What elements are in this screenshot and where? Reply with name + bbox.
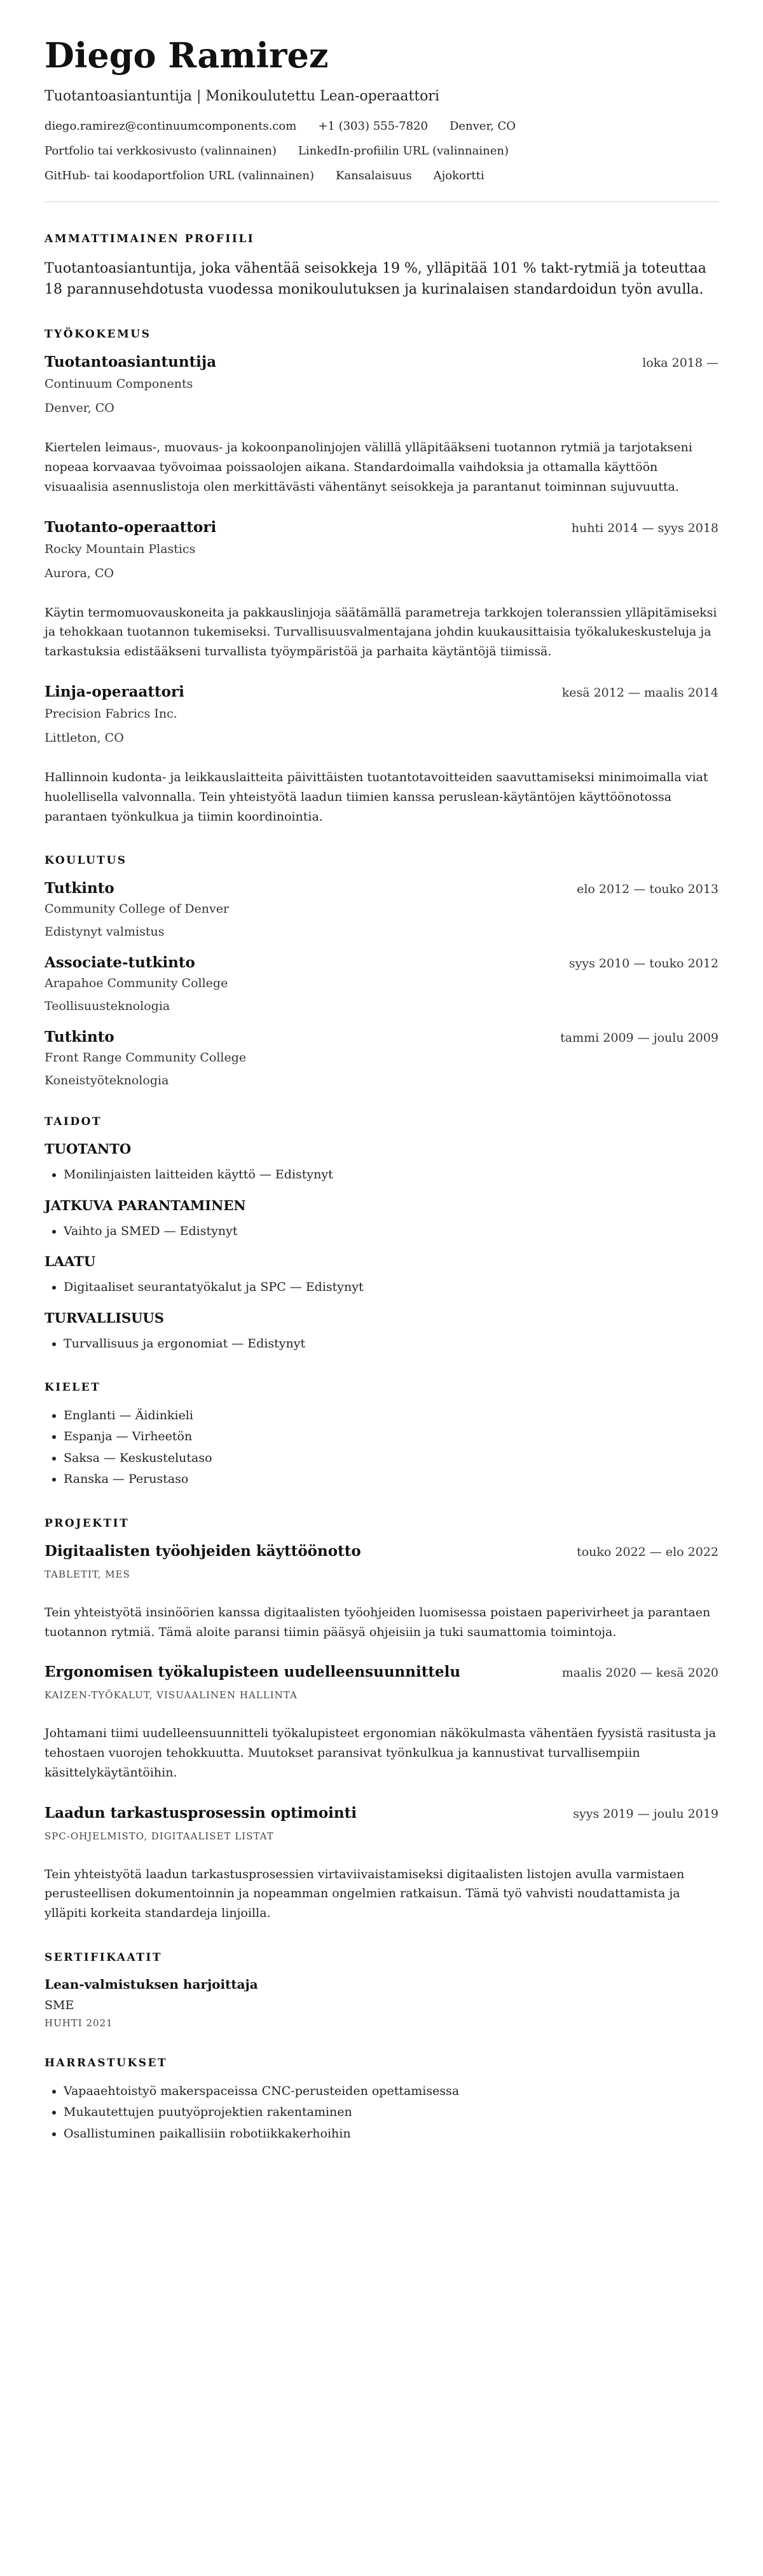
language-item: • Saksa — Keskustelutaso: [64, 1449, 718, 1468]
certifications-section: [45, 1951, 718, 2029]
school-name: Arapahoe Community College: [45, 976, 228, 991]
language-item: • Ranska — Perustaso: [64, 1470, 718, 1489]
field-of-study: Teollisuusteknologia: [45, 999, 170, 1014]
degree-dates: syys 2010 — touko 2012: [568, 957, 718, 971]
skill-group: [45, 1197, 718, 1241]
job-title: Linja-operaattori: [45, 683, 184, 700]
section-title: PROJEKTIT: [45, 1516, 130, 1530]
experience-entry: [45, 353, 718, 496]
resume-header: [45, 37, 718, 182]
skill-group: [45, 1310, 718, 1353]
profile-summary: Tuotantoasiantuntija, joka vähentää seisokkeja 19 %, ylläpitää 101 % takt-rytmiä ja toteuttaa 18 parannusehdotusta vuodessa monikoulutuksen ja kurinalaisen standardoidun työn avulla.: [45, 261, 706, 298]
project-description: Tein yhteistyötä insinöörien kanssa digitaalisten työohjeiden luomisessa poistaen paperivirheet ja parantaen tuotannon rytmiä. Tämä aloite paransi tiimin pääsyä ohjeisiin ja tuki saumattomia toimintoja.: [45, 1605, 711, 1639]
project-tags: TABLETIT, MES: [45, 1568, 130, 1580]
hobby-item: • Osallistuminen paikallisiin robotiikkakerhoihin: [64, 2125, 718, 2143]
skill-item: • Vaihto ja SMED — Edistynyt: [64, 1222, 718, 1241]
contact-drivers-license: Ajokortti: [433, 169, 485, 183]
job-location: Aurora, CO: [45, 566, 114, 580]
degree-dates: elo 2012 — touko 2013: [577, 882, 718, 897]
project-dates: syys 2019 — joulu 2019: [573, 1806, 718, 1821]
degree-title: Associate-tutkinto: [45, 954, 195, 972]
job-dates: huhti 2014 — syys 2018: [571, 521, 718, 535]
job-company: Rocky Mountain Plastics: [45, 542, 196, 556]
job-location: Denver, CO: [45, 401, 114, 416]
contact-row-1: [45, 119, 718, 133]
contact-citizenship: Kansalaisuus: [336, 169, 412, 183]
section-title: TAIDOT: [45, 1115, 102, 1129]
certification-date: HUHTI 2021: [45, 2017, 113, 2029]
field-of-study: Edistynyt valmistus: [45, 925, 165, 939]
job-description: Käytin termomuovauskoneita ja pakkauslinjoja säätämällä parametreja tarkkojen toleranssien ylläpitämiseksi ja tehokkaan tuotannon tukemiseksi. Turvallisuusvalmentajana johdin kuukausittaisia työkalukeskusteluja ja tarkastuksia edistääkseni turvallista työympäristöä ja parhaita käytäntöjä tiimissä.: [45, 605, 717, 659]
degree-title: Tutkinto: [45, 880, 114, 897]
languages-section: [45, 1381, 718, 1489]
hobby-item: • Vapaaehtoistyö makerspaceissa CNC-perusteiden opettamisessa: [64, 2082, 718, 2101]
project-name: Digitaalisten työohjeiden käyttöönotto: [45, 1542, 361, 1560]
degree-dates: tammi 2009 — joulu 2009: [560, 1031, 718, 1046]
contact-portfolio[interactable]: Portfolio tai verkkosivusto (valinnainen): [45, 144, 277, 158]
skill-group-name: LAATU: [45, 1253, 96, 1270]
section-title: KOULUTUS: [45, 854, 127, 868]
skill-group-name: JATKUVA PARANTAMINEN: [45, 1197, 246, 1213]
job-company: Precision Fabrics Inc.: [45, 706, 177, 721]
skill-item: • Monilinjaisten laitteiden käyttö — Edistynyt: [64, 1166, 718, 1184]
section-title: TYÖKOKEMUS: [45, 328, 151, 341]
candidate-name: Diego Ramirez: [45, 35, 329, 76]
language-item: • Espanja — Virheetön: [64, 1428, 718, 1446]
job-location: Littleton, CO: [45, 730, 124, 745]
project-dates: maalis 2020 — kesä 2020: [561, 1666, 718, 1680]
candidate-headline: Tuotantoasiantuntija | Monikoulutettu Lean-operaattori: [45, 88, 439, 105]
skill-group: [45, 1253, 718, 1297]
contact-github[interactable]: GitHub- tai koodaportfolion URL (valinnainen): [45, 169, 314, 183]
skill-group: [45, 1141, 718, 1184]
project-entry: [45, 1663, 718, 1782]
contact-phone[interactable]: +1 (303) 555-7820: [318, 119, 428, 133]
project-dates: touko 2022 — elo 2022: [577, 1544, 718, 1559]
contact-row-2: [45, 144, 718, 158]
project-entry: [45, 1543, 718, 1642]
certification-name: Lean-valmistuksen harjoittaja: [45, 1976, 258, 1992]
contact-email[interactable]: diego.ramirez@continuumcomponents.com: [45, 119, 297, 133]
school-name: Front Range Community College: [45, 1051, 247, 1065]
project-tags: SPC-OHJELMISTO, DIGITAALISET LISTAT: [45, 1830, 274, 1842]
education-section: [45, 854, 718, 1087]
skill-item: • Turvallisuus ja ergonomiat — Edistynyt: [64, 1335, 718, 1353]
degree-title: Tutkinto: [45, 1028, 114, 1046]
experience-entry: [45, 519, 718, 662]
job-title: Tuotantoasiantuntija: [45, 353, 217, 371]
job-dates: loka 2018 —: [642, 356, 718, 371]
header-divider: [45, 201, 718, 202]
hobby-list: [45, 2082, 718, 2143]
certification-entry: [45, 1977, 718, 2029]
project-name: Laadun tarkastusprosessin optimointi: [45, 1804, 357, 1822]
projects-section: [45, 1517, 718, 1923]
experience-section: [45, 328, 718, 826]
field-of-study: Koneistyöteknologia: [45, 1073, 169, 1088]
skill-group-name: TUOTANTO: [45, 1141, 132, 1157]
project-entry: [45, 1804, 718, 1923]
project-description: Johtamani tiimi uudelleensuunnitteli työkalupisteet ergonomian näkökulmasta vähentäen fyysistä rasitusta ja tehostaen vuorojen tehokkuutta. Muutokset paransivat työnkulkua ja kannustivat turvallisempiin käsittelykäytäntöihin.: [45, 1726, 717, 1780]
section-title: KIELET: [45, 1381, 101, 1394]
skill-item: • Digitaaliset seurantatyökalut ja SPC — Edistynyt: [64, 1278, 718, 1297]
education-entry: [45, 880, 718, 939]
section-title: SERTIFIKAATIT: [45, 1951, 162, 1964]
skill-group-name: TURVALLISUUS: [45, 1309, 164, 1326]
section-title: HARRASTUKSET: [45, 2056, 168, 2069]
certification-issuer: SME: [45, 1998, 74, 2012]
profile-section: [45, 233, 718, 300]
project-tags: KAIZEN-TYÖKALUT, VISUAALINEN HALLINTA: [45, 1689, 298, 1701]
job-title: Tuotanto-operaattori: [45, 518, 217, 536]
experience-entry: [45, 683, 718, 826]
contact-location: Denver, CO: [449, 119, 516, 133]
project-description: Tein yhteistyötä laadun tarkastusprosessien virtaviivaistamiseksi digitaalisten listojen avulla varmistaen perusteellisen dokumentoinnin ja nopeamman ongelmien ratkaisun. Tämä työ vahvisti noudattamista ja ylläpiti korkeita standardeja linjoilla.: [45, 1867, 685, 1921]
education-entry: [45, 954, 718, 1013]
hobbies-section: [45, 2057, 718, 2143]
job-description: Kiertelen leimaus-, muovaus- ja kokoonpanolinjojen välillä ylläpitääkseni tuotannon rytmiä ja tarjotakseni nopeaa korvaavaa työvoimaa poissaolojen aikana. Standardoimalla vaihdoksia ja ottamalla käyttöön visuaalisia asennuslistoja olen merkittävästi vähentänyt seisokkeja ja parantanut toiminnan sujuvuutta.: [45, 440, 692, 494]
section-title: AMMATTIMAINEN PROFIILI: [45, 233, 255, 246]
job-company: Continuum Components: [45, 377, 193, 392]
language-list: [45, 1407, 718, 1489]
school-name: Community College of Denver: [45, 902, 230, 917]
education-entry: [45, 1028, 718, 1087]
skills-section: [45, 1115, 718, 1353]
hobby-item: • Mukautettujen puutyöprojektien rakentaminen: [64, 2103, 718, 2122]
project-name: Ergonomisen työkalupisteen uudelleensuunnittelu: [45, 1663, 461, 1681]
language-item: • Englanti — Äidinkieli: [64, 1407, 718, 1425]
job-description: Hallinnoin kudonta- ja leikkauslaitteita päivittäisten tuotantotavoitteiden saavuttamiseksi minimoimalla viat huolellisella valvonnalla. Tein yhteistyötä laadun tiimien kanssa peruslean-käytäntöjen käyttöönotossa parantaen työnkulkua ja tiimin koordinointia.: [45, 770, 708, 824]
job-dates: kesä 2012 — maalis 2014: [561, 685, 718, 700]
contact-linkedin[interactable]: LinkedIn-profiilin URL (valinnainen): [298, 144, 509, 158]
contact-row-3: [45, 169, 718, 182]
